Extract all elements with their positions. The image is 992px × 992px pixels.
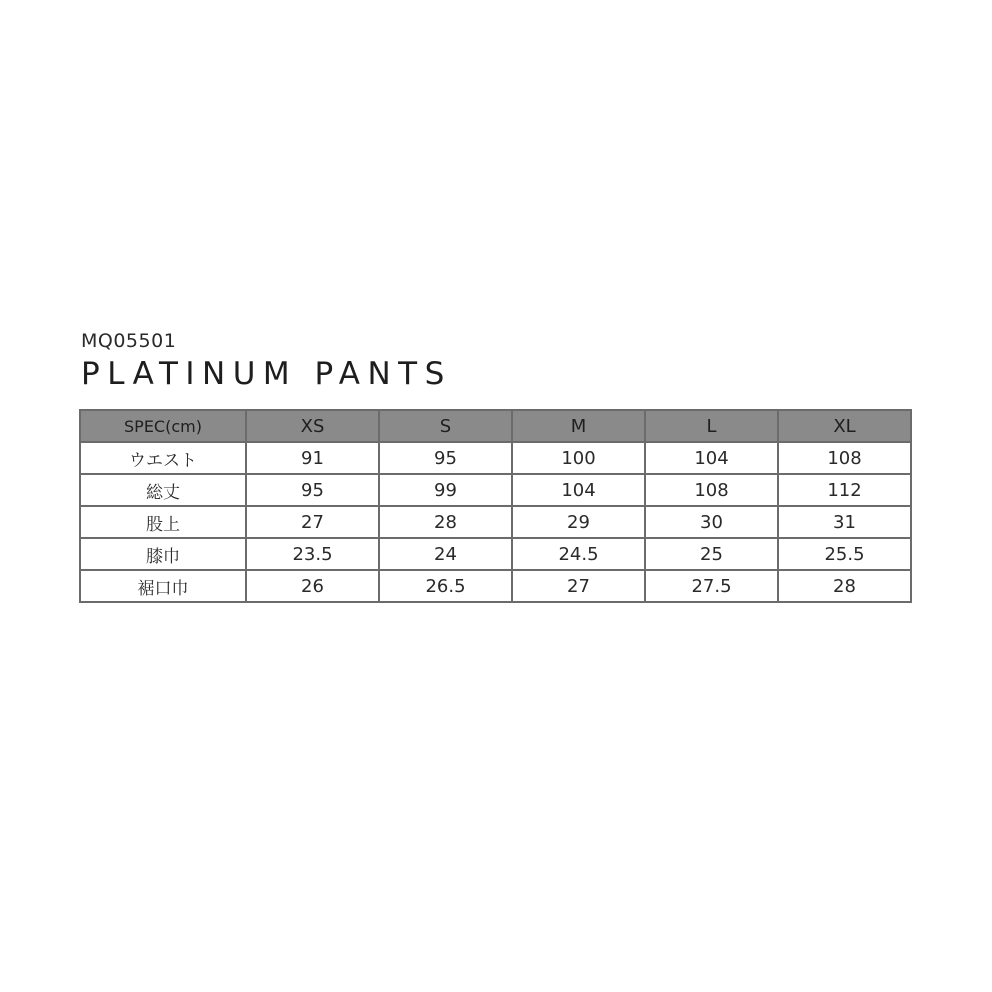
table-cell: 91	[246, 442, 379, 474]
table-cell: 27	[512, 570, 645, 602]
table-row	[80, 474, 911, 506]
table-cell: 28	[778, 570, 911, 602]
spec-header-cell: SPEC(cm)	[80, 410, 246, 442]
table-cell: 100	[512, 442, 645, 474]
table-cell: 104	[645, 442, 778, 474]
table-cell: 108	[778, 442, 911, 474]
table-cell: 25.5	[778, 538, 911, 570]
table-body	[80, 442, 911, 602]
row-label-knee-width: 膝巾	[80, 538, 246, 570]
product-code: MQ05501	[81, 330, 177, 352]
table-cell: 28	[379, 506, 512, 538]
table-cell: 30	[645, 506, 778, 538]
row-label-total-length: 総丈	[80, 474, 246, 506]
table-row	[80, 506, 911, 538]
table-cell: 24.5	[512, 538, 645, 570]
row-label-hem-width: 裾口巾	[80, 570, 246, 602]
row-label-rise: 股上	[80, 506, 246, 538]
row-label-waist: ウエスト	[80, 442, 246, 474]
table-cell: 29	[512, 506, 645, 538]
table-row	[80, 538, 911, 570]
table-cell: 25	[645, 538, 778, 570]
table-cell: 112	[778, 474, 911, 506]
table-cell: 95	[246, 474, 379, 506]
size-header-s: S	[379, 410, 512, 442]
table-cell: 31	[778, 506, 911, 538]
product-name: PLATINUM PANTS	[81, 356, 452, 392]
table-header	[80, 410, 911, 442]
size-header-xl: XL	[778, 410, 911, 442]
table-cell: 23.5	[246, 538, 379, 570]
size-header-xs: XS	[246, 410, 379, 442]
table-row	[80, 570, 911, 602]
table-cell: 95	[379, 442, 512, 474]
table-cell: 26	[246, 570, 379, 602]
size-header-m: M	[512, 410, 645, 442]
table-cell: 108	[645, 474, 778, 506]
size-header-l: L	[645, 410, 778, 442]
table-row	[80, 442, 911, 474]
table-cell: 24	[379, 538, 512, 570]
table-cell: 99	[379, 474, 512, 506]
table-cell: 27	[246, 506, 379, 538]
size-spec-table	[79, 409, 912, 603]
table-cell: 104	[512, 474, 645, 506]
size-chart-sheet	[79, 330, 911, 603]
table-cell: 26.5	[379, 570, 512, 602]
table-cell: 27.5	[645, 570, 778, 602]
header-row	[80, 410, 911, 442]
